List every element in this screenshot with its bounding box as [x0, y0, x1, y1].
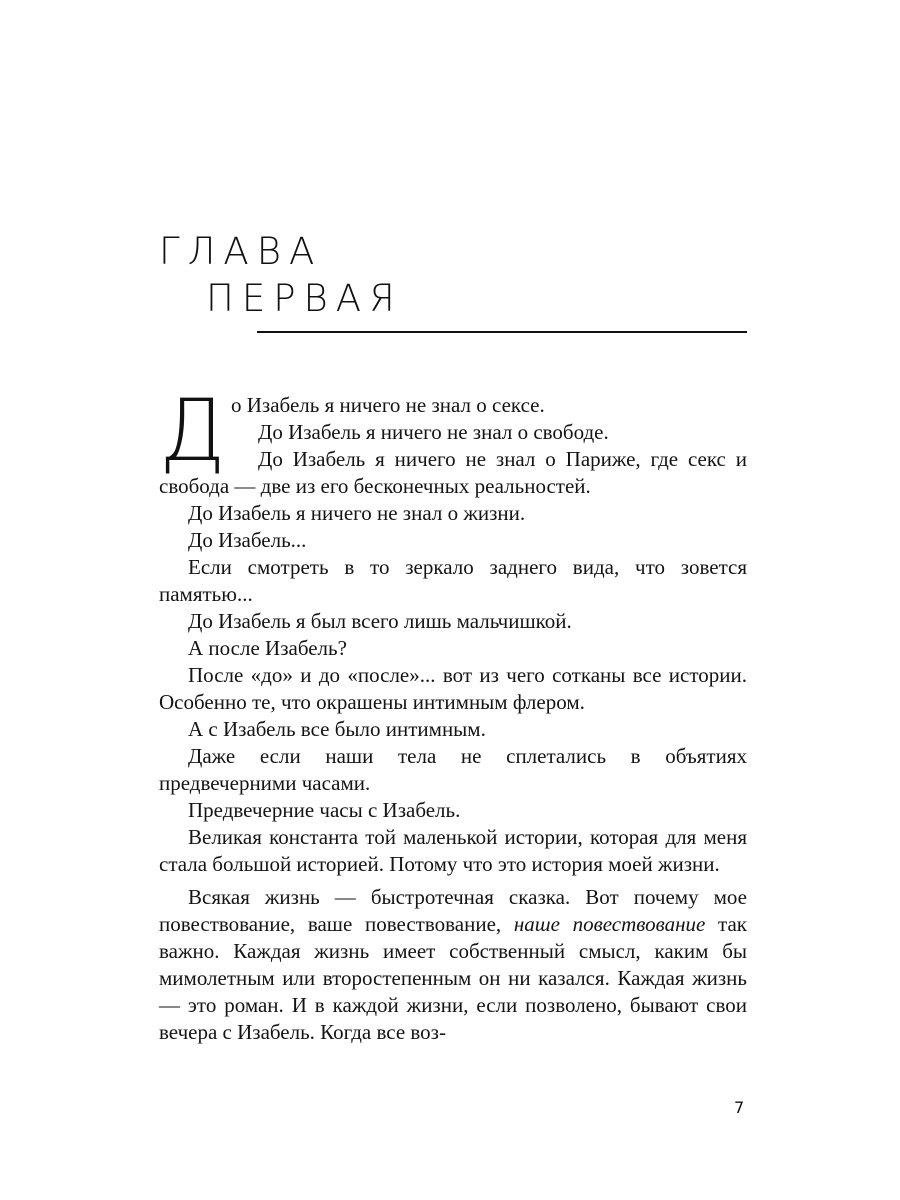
- chapter-title-line-1: ГЛАВА: [159, 230, 323, 273]
- paragraph: А с Изабель все было интимным.: [188, 717, 486, 741]
- paragraph: А после Изабель?: [188, 636, 347, 660]
- drop-cap: Д: [159, 381, 226, 481]
- paragraph: До Изабель я был всего лишь мальчишкой.: [188, 609, 572, 633]
- paragraph: [159, 884, 747, 1046]
- page-number: 7: [734, 1098, 745, 1117]
- paragraph: До Изабель...: [188, 528, 307, 552]
- chapter-body-text: [159, 381, 747, 1046]
- paragraph: Предвечерние часы с Изабель.: [188, 798, 461, 822]
- paragraph: Даже если наши тела не сплетались в объятиях предвечерними часами.: [159, 744, 747, 795]
- paragraph-text: так важно. Каждая жизнь имеет собственный смысл, каким бы мимолетным или второстепенным он ни казался. Каждая жизнь — это роман. И в каждой жизни, если позволено, бывают свои вечера с Изабель. Когда все воз-: [159, 912, 747, 1044]
- paragraph: Если смотреть в то зеркало заднего вида, что зовется памятью...: [159, 555, 747, 606]
- paragraph-emphasis: наше повествование: [513, 912, 706, 936]
- chapter-rule: [257, 331, 747, 333]
- chapter-title-line-2: ПЕРВАЯ: [206, 277, 403, 320]
- paragraph: До Изабель я ничего не знал о жизни.: [188, 501, 526, 525]
- chapter-title: [159, 228, 403, 322]
- paragraph: о Изабель я ничего не знал о сексе.: [231, 393, 545, 417]
- paragraph: До Изабель я ничего не знал о свободе.: [258, 420, 609, 444]
- paragraph: До Изабель я ничего не знал о Париже, где секс и свобода — две из его бесконечных реальностей.: [159, 447, 747, 498]
- paragraph: После «до» и до «после»... вот из чего сотканы все истории. Особенно те, что окрашены интимным флером.: [159, 663, 747, 714]
- paragraph-text: Всякая жизнь — быстротечная сказка. Вот почему мое повествование, ваше повествование,: [159, 885, 747, 936]
- paragraph: Великая константа той маленькой истории, которая для меня стала большой историей. Потому что это история моей жизни.: [159, 825, 747, 876]
